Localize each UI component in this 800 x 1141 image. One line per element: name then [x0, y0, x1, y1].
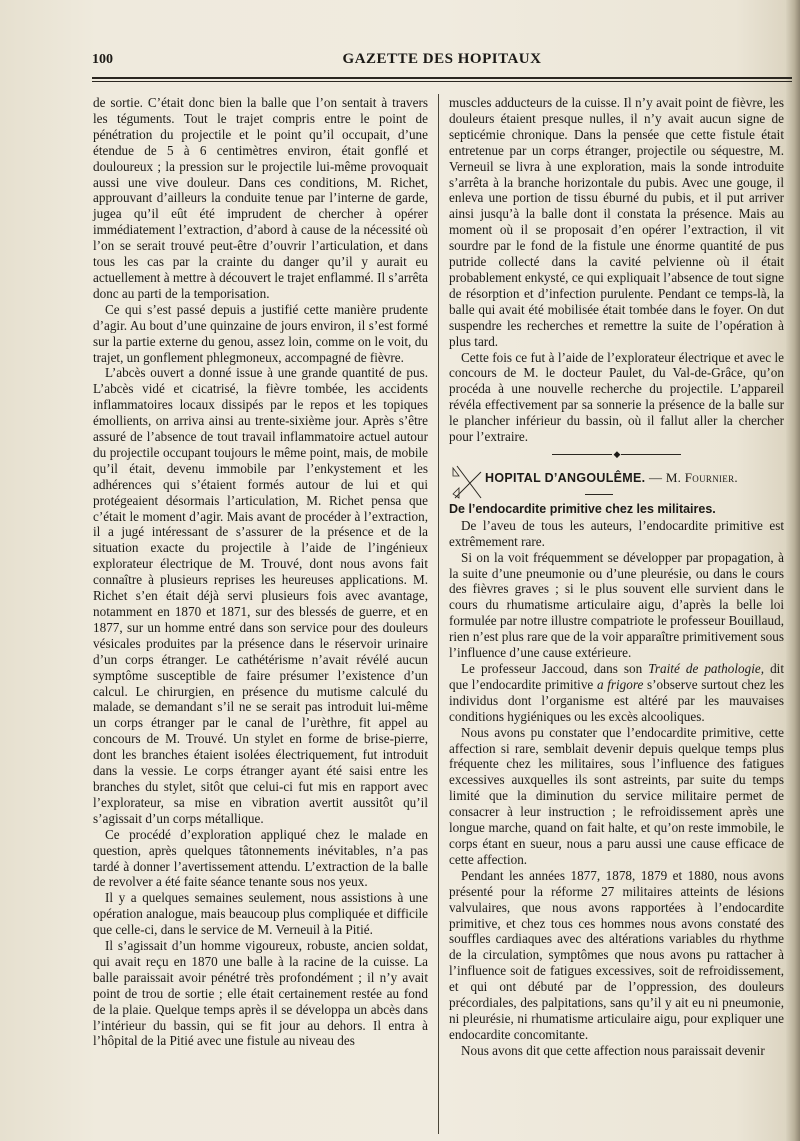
paragraph: Il s’agissait d’un homme vigoureux, robuste, ancien soldat, qui avait reçu en 1870 une balle à la racine de la cuisse. La balle paraissait avoir pénétré très profondément ; il n’y avait point de trou de sortie ; elle était certainement restée au fond de la plaie. Quelque temps après il se développa un abcès dans l’intérieur du bassin, qui se fit jour au dehors. Il entra à l’hôpital de la Pitié avec une fistule au niveau des — [93, 938, 428, 1049]
text-run: dit que l’endocardite primitive — [449, 661, 785, 692]
section-heading — [449, 464, 784, 502]
author-prefix: — M. — [648, 469, 685, 485]
hospital-name: HOPITAL D’ANGOULÊME. — [485, 470, 646, 485]
text-run: Le professeur Jaccoud, dans son — [461, 661, 649, 676]
header-rule-thin — [92, 81, 792, 82]
paragraph: muscles adducteurs de la cuisse. Il n’y avait point de fièvre, les douleurs étaient presque nulles, il n’y avait aucun signe de septicémie chronique. Dans la pensée que cette fistule était entretenue par un corps étranger, projectile ou séquestre, M. Verneuil se livra à une exploration, mais la sonde introduite s’arrêta à la branche horizontale du pubis. Avec une gouge, il enleva une portion de tissu éburné du pubis, et il put arriver ainsi jusqu’à la balle dont il constata la présence. Mais au moment où il se proposait d’en opérer l’extraction, il vit sourdre par le fond de la fistule une énorme quantité de pus putride collecté dans la cavité pelvienne où il était probablement enkysté, ce qui expliquait l’absence de tout signe de résorption et d’infection purulente. Pendant ce temps-là, la balle qui avait été mobilisée était tombée dans le foyer. On dut suspendre les recherches et remettre la suite de l’opération à plus tard. — [449, 95, 784, 349]
text-run: s’observe surtout chez les individus dont l’organisme est altéré par les mauvaises conditions hygiéniques ou les excès alcooliques. — [449, 676, 784, 724]
page-number: 100 — [92, 52, 113, 67]
paragraph: Nous avons pu constater que l’endocardite primitive, cette affection si rare, semblait devenir depuis quelque temps plus fréquente chez les militaires, sous l’influence des fatigues excessives auxquelles ils sont astreints, par suite du temps limité que la diminution du service militaire permet de consacrer à leur instruction ; le refroidissement après une longue marche, quand on fait halte, et qu’on reste immobile, le corps étant en sueur, nous a paru aussi une cause efficace de cette affection. — [449, 724, 784, 867]
article-title: De l’endocardite primitive chez les militaires. — [449, 501, 716, 516]
paragraph: Cette fois ce fut à l’aide de l’explorateur électrique et avec le concours de M. le docteur Paulet, du Val-de-Grâce, qu’on procéda à une nouvelle recherche du projectile. L’appareil révéla effectivement par sa sonnerie la présence de la balle sur le plancher inférieur du bassin, où il fallut aller la chercher pour l’extraire. — [449, 349, 784, 445]
italic-book-title: Traité de pathologie, — [648, 661, 765, 676]
section-separator: ◆ — [449, 448, 784, 460]
right-column — [449, 95, 784, 1059]
paragraph: Il y a quelques semaines seulement, nous assistions à une opération analogue, mais beaucoup plus compliquée et difficile que celle-ci, dans le service de M. Verneuil à la Pitié. — [93, 890, 428, 938]
journal-title: GAZETTE DES HOPITAUX — [342, 51, 542, 67]
page-binding-edge — [786, 0, 800, 1141]
paragraph: Pendant les années 1877, 1878, 1879 et 1880, nous avons présenté pour la réforme 27 militaires atteints de lésions valvulaires, que nous avons rapportées à l’endocardite primitive, et chez tous ces hommes nous avons constaté des souffles cardiaques avec des altérations variables du rhythme de la circulation, symptômes que nous avons pu rattacher à l’influence soit de fatigues excessives, soit de refroidissement, et qui ont débuté par de l’oppression, des douleurs précordiales, des palpitations, sans qu’il y ait eu ni pneumonie, ni pleurésie, ni rhumatisme articulaire aigu, pour expliquer une endocardite concomitante. — [449, 867, 784, 1042]
short-rule — [585, 494, 613, 495]
paragraph: De l’aveu de tous les auteurs, l’endocardite primitive est extrêmement rare. — [449, 517, 784, 549]
author-name: Fournier. — [684, 469, 738, 485]
paragraph: Ce qui s’est passé depuis a justifié cette manière prudente d’agir. Au bout d’une quinzaine de jours environ, il s’est formé sur la partie externe du genou, assez loin, comme on le voit, du trajet, un gonflement phlegmoneux, accompagné de fièvre. — [93, 301, 428, 365]
paragraph: de sortie. C’était donc bien la balle que l’on sentait à travers les téguments. Tout le trajet compris entre le point de pénétration du projectile et le point qu’il occupait, d’une étendue de 5 à 6 centimètres environ, était gonflé et douloureux ; la pression sur le projectile lui-même provoquait aussi une vive douleur. Dans ces conditions, M. Richet, approuvant d’ailleurs la conduite tenue par l’interne de garde, jugea qu’il eût été imprudent de chercher à opérer immédiatement l’extraction, d’abord à cause de la nécessité où l’on se serait trouvé peut-être d’ouvrir l’articulation, et dans tous les cas par la crainte du danger qu’il y aurait eu actuellement à mettre à découvert le trajet enflammé. Il s’arrêta donc au parti de la temporisation. — [93, 95, 428, 301]
paragraph: Nous avons dit que cette affection nous paraissait devenir — [461, 1042, 765, 1058]
hospital-heading — [485, 470, 738, 487]
page-header — [92, 52, 792, 70]
left-column — [93, 95, 428, 1049]
paragraph — [449, 661, 784, 725]
column-divider — [438, 94, 439, 1134]
paragraph: L’abcès ouvert a donné issue à une grande quantité de pus. L’abcès vidé et cicatrisé, la fièvre tombée, les accidents inflammatoires locaux dissipés par le repos et les topiques émollients, on arriva ainsi au trente-sixième jour. Après s’être assuré de l’absence de tout travail inflammatoire actuel autour du projectile occupant toujours le même point, mais, de mobile qu’il était, devenu immobile par l’enkystement et les adhérences qui s’étaient formés autour de lui et qui protégeaient désormais l’articulation, M. Richet pensa que c’était le moment d’agir. Mais avant de procéder à l’extraction, il a jugé intéressant de s’assurer de la présence et de la situation exacte du projectile à l’aide de l’ingénieux explorateur électrique de M. Trouvé, dont nous avons fait connaître à plusieurs reprises les heureuses applications. M. Richet s’en était déjà servi plusieurs fois avec avantage, notamment en 1870 et 1871, sur des blessés de guerre, et en 1877, sur un homme entré dans son service pour des douleurs vésicales produites par la présence dans le réservoir urinaire d’un corps étranger. Le cathétérisme n’avait révélé aucun symptôme susceptible de faire présumer l’existence d’un calcul. Le chirurgien, en présence du mutisme calculé du malade, se demandant s’il ne se serait pas introduit lui-même un corps étranger par le canal de l’urèthre, fit appel au concours de M. Trouvé. Un stylet en forme de brise-pierre, dont les branches étaient isolées électriquement, fut introduit dans la vessie. Le corps étranger ayant été saisi entre les branches du stylet, sitôt que celui-ci fut mis en rapport avec l’explorateur, sa mise en vibration avertit aussitôt qu’il s’agissait d’un corps métallique. — [93, 365, 428, 826]
header-rule-thick — [92, 77, 792, 79]
paragraph: Ce procédé d’exploration appliqué chez le malade en question, après quelques tâtonnements inévitables, n’a pas tardé à donner l’avertissement attendu. L’extraction de la balle de revolver a été faite séance tenante sous nos yeux. — [93, 826, 428, 890]
paragraph: Si on la voit fréquemment se développer par propagation, à la suite d’une pneumonie ou d’une pleurésie, ou dans le cours des fièvres graves ; si le plus souvent elle survient dans le cours du rhumatisme articulaire aigu, d’après la belle loi formulée par notre illustre compatriote le professeur Bouillaud, rien n’est plus rare que de la voir apparaître primitivement sous l’influence d’une cause extérieure. — [449, 549, 784, 661]
italic-latin-term: a frigore — [596, 676, 644, 692]
